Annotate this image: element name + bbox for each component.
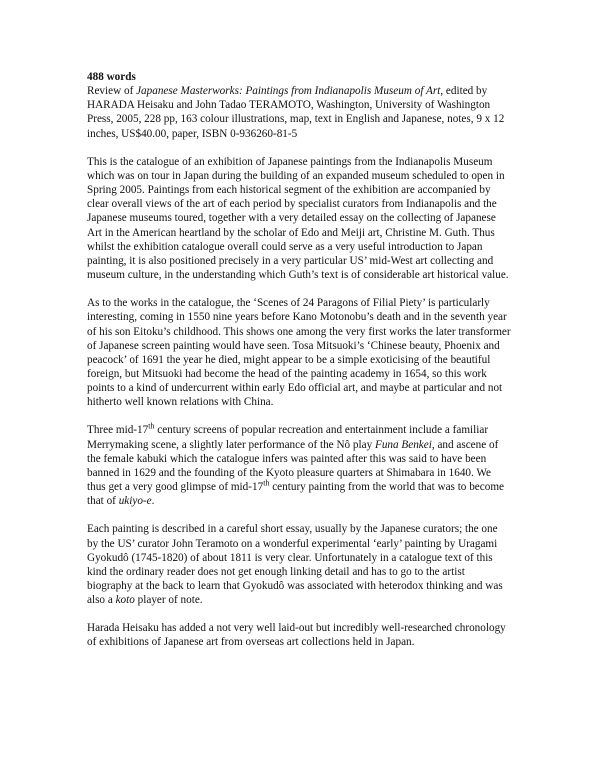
paragraph-works: As to the works in the catalogue, the ‘Scenes of 24 Paragons of Filial Piety’ is particularly interesting, coming in 1550 nine years before Kano Motonobu’s death and in the seventh year of his son Eitoku’s childhood. This shows one among the very first works the later transformer of Japanese screen painting would have seen. Tosa Mitsuoki’s ‘Chinese beauty, Phoenix and peacock’ of 1691 the year he died, might appear to be a simple exoticising of the beautiful foreign, but Mitsuoki had become the head of the painting academy in 1654, so this work points to a kind of undercurrent within early Edo official art, and maybe at particular and not hitherto well known relations with China.: [87, 297, 511, 409]
book-citation: [87, 84, 511, 141]
text-span: century painting from the world that was to become that of: [87, 481, 504, 508]
text-span: player of note.: [134, 594, 203, 607]
word-count: 488 words: [87, 71, 136, 83]
superscript: th: [263, 478, 270, 488]
paragraph-essays: [87, 522, 511, 607]
play-title: Funa Benkei: [374, 438, 432, 451]
instrument-term: koto: [115, 594, 135, 607]
genre-term: ukiyo-e: [118, 495, 152, 508]
paragraph-screens: [87, 423, 511, 508]
text-span: century screens of popular recreation and entertainment include a familiar Merrymaking scene, a slightly later performance of the Nô play: [87, 424, 489, 451]
book-title: Japanese Masterworks: Paintings from Indianapolis Museum of Art: [136, 85, 441, 98]
superscript: th: [148, 421, 155, 431]
citation-details: , edited by HARADA Heisaku and John Tadao TERAMOTO, Washington, University of Washington Press, 2005, 228 pp, 163 colour illustrations, map, text in English and Japanese, notes, 9 x 12 inches, US$40.00, paper, ISBN 0-936260-81-5: [87, 85, 505, 140]
paragraph-chronology: Harada Heisaku has added a not very well laid-out but incredibly well-researched chronology of exhibitions of Japanese art from overseas art collections held in Japan.: [87, 622, 506, 649]
review-body: [87, 70, 511, 664]
citation-prefix: Review of: [87, 85, 137, 98]
text-span: Each painting is described in a careful short essay, usually by the Japanese curators; the one by the US’ curator John Teramoto on a wonderful experimental ‘early’ painting by Uragami Gyokudô (1745-1820) of about 1811 is very clear. Unfortunately in a catalogue text of this kind the ordinary reader does not get enough linking detail and has to go to the artist biography at the back to learn that Gyokudô was associated with heterodox thinking and was also a: [87, 523, 503, 607]
text-span: Three mid-17: [87, 424, 149, 437]
text-span: , and ascene of the female kabuki which the catalogue infers was painted after this was said to have been banned in 1629 and the founding of the Kyoto pleasure quarters at Shimabara in 1640. We thus get a very good glimpse of mid-17: [87, 438, 499, 494]
text-span: .: [151, 495, 155, 508]
paragraph-catalogue-overview: This is the catalogue of an exhibition of Japanese paintings from the Indianapolis Museum which was on tour in Japan during the building of an expanded museum scheduled to open in Spring 2005. Paintings from each historical segment of the exhibition are accompanied by clear overall views of the art of each period by specialist curators from Indianapolis and the Japanese museums toured, together with a very detailed essay on the collecting of Japanese Art in the American heartland by the scholar of Edo and Meiji art, Christine M. Guth. Thus whilst the exhibition catalogue overall could serve as a very useful introduction to Japan painting, it is also positioned precisely in a very particular US’ mid-West art collecting and museum culture, in the understanding which Guth’s text is of considerable art historical value.: [87, 155, 509, 282]
